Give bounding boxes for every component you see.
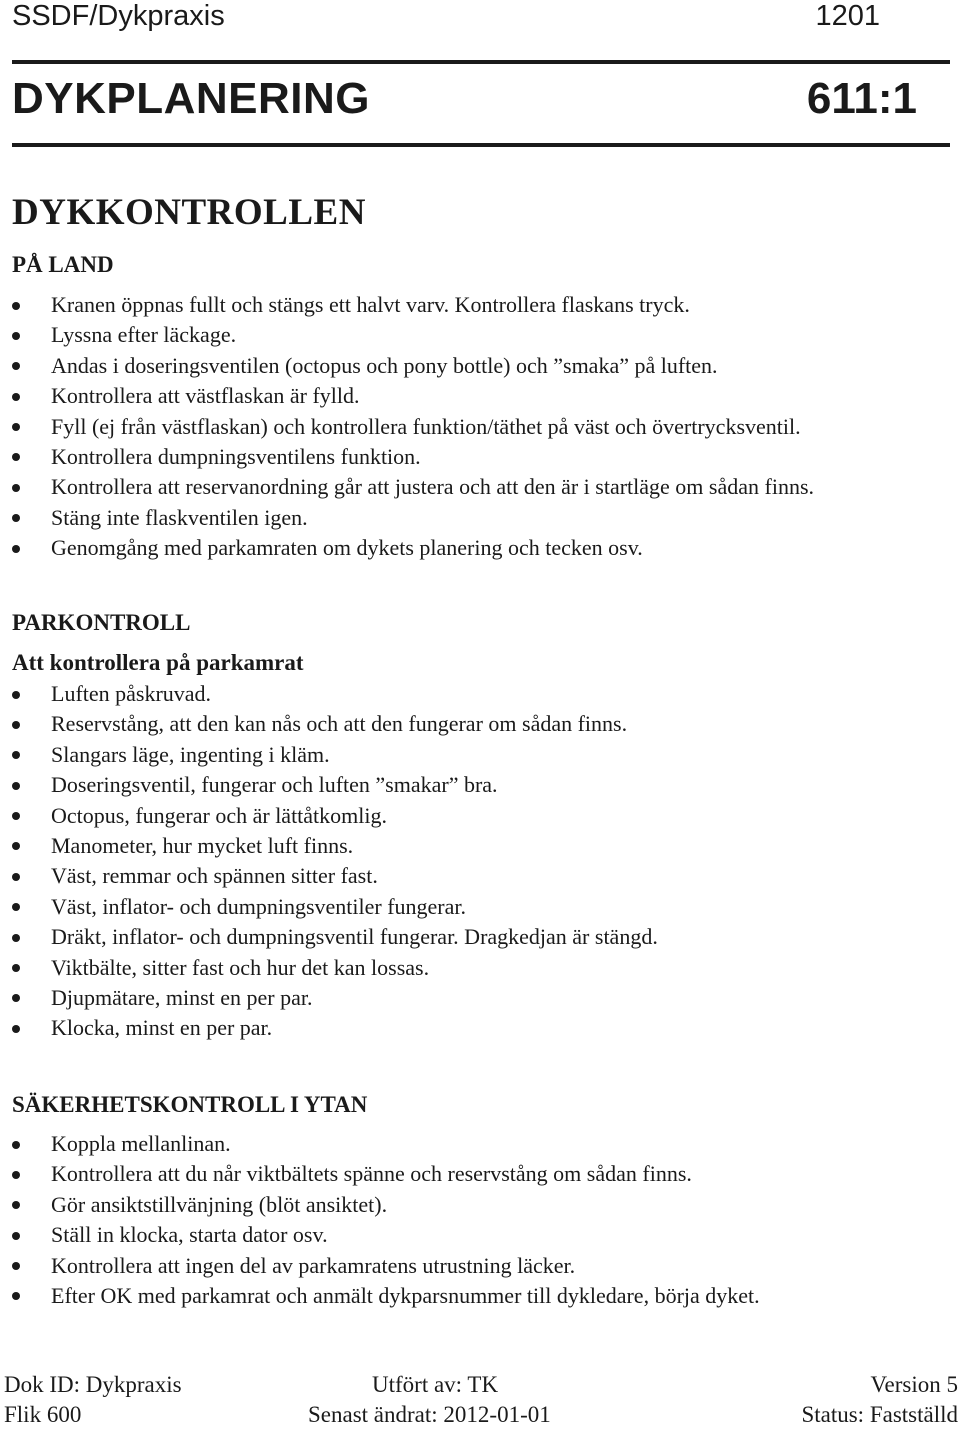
bullet-icon [12, 1262, 20, 1270]
list-item-text: Lyssna efter läckage. [51, 322, 237, 348]
list-item-text: Väst, remmar och spännen sitter fast. [51, 863, 378, 889]
list-item [12, 679, 658, 709]
bullet-icon [12, 1171, 20, 1179]
list-item [12, 1129, 760, 1159]
bullet-icon [12, 514, 20, 522]
list-item-text: Stäng inte flaskventilen igen. [51, 504, 308, 530]
list-item-text: Kontrollera att reservanordning går att justera och att den är i startläge om sådan finns. [51, 474, 815, 500]
list-item-text: Luften påskruvad. [51, 681, 212, 706]
list-item-text: Octopus, fungerar och är lättåtkomlig. [51, 802, 388, 828]
list-item-text: Djupmätare, minst en per par. [51, 984, 313, 1010]
list-item [12, 740, 658, 770]
list-item-text: Reservstång, att den kan nås och att den fungerar om sådan finns. [51, 711, 628, 737]
list-item-text: Gör ansiktstillvänjning (blöt ansiktet). [51, 1191, 388, 1217]
bullet-icon [12, 751, 20, 759]
list-item [12, 1281, 760, 1311]
bullet-icon [12, 1232, 20, 1240]
list-item [12, 801, 658, 831]
list-item [12, 892, 658, 922]
list-item [12, 861, 658, 891]
land-checklist [12, 290, 814, 564]
list-item [12, 770, 658, 800]
version-label: Version 5 [870, 1372, 958, 1397]
list-item-text: Ställ in klocka, starta dator osv. [51, 1222, 328, 1248]
bullet-icon [12, 994, 20, 1002]
list-item-text: Andas i doseringsventilen (octopus och pony bottle) och ”smaka” på luften. [51, 352, 718, 378]
bullet-icon [12, 903, 20, 911]
list-item-text: Doseringsventil, fungerar och luften ”smakar” bra. [51, 772, 498, 798]
bullet-icon [12, 302, 20, 310]
list-item [12, 1251, 760, 1281]
bullet-icon [12, 721, 20, 729]
list-item [12, 290, 814, 320]
page-header [12, 0, 880, 34]
bullet-icon [12, 484, 20, 492]
partner-checklist [12, 679, 658, 1044]
surface-check-heading: SÄKERHETSKONTROLL I YTAN [12, 1092, 368, 1117]
list-item [12, 831, 658, 861]
bullet-icon [12, 1292, 20, 1300]
list-item-text: Kontrollera att ingen del av parkamratens utrustning läcker. [51, 1252, 576, 1278]
bullet-icon [12, 842, 20, 850]
tab-label: Flik 600 [4, 1402, 82, 1427]
bullet-icon [12, 362, 20, 370]
list-item [12, 503, 814, 533]
list-item-text: Efter OK med parkamrat och anmält dykparsnummer till dykledare, börja dyket. [51, 1282, 760, 1308]
list-item [12, 442, 814, 472]
organization-label: SSDF/Dykpraxis [12, 0, 225, 32]
list-item [12, 953, 658, 983]
land-heading: PÅ LAND [12, 252, 114, 277]
list-item [12, 922, 658, 952]
doc-id-label: Dok ID: Dykpraxis [4, 1372, 182, 1397]
list-item [12, 381, 814, 411]
list-item [12, 983, 658, 1013]
title-bar [12, 70, 917, 130]
list-item [12, 1013, 658, 1043]
bullet-icon [12, 423, 20, 431]
header-top-rule [12, 60, 950, 64]
list-item-text: Kontrollera att västflaskan är fylld. [51, 383, 360, 409]
partner-check-heading: PARKONTROLL [12, 610, 191, 635]
bullet-icon [12, 964, 20, 972]
list-item-text: Kranen öppnas fullt och stängs ett halvt varv. Kontrollera flaskans tryck. [51, 292, 690, 317]
bullet-icon [12, 1025, 20, 1033]
bullet-icon [12, 545, 20, 553]
list-item-text: Koppla mellanlinan. [51, 1131, 231, 1156]
page-number: 1201 [815, 0, 880, 32]
list-item-text: Klocka, minst en per par. [51, 1015, 273, 1041]
partner-check-subheading: Att kontrollera på parkamrat [12, 650, 304, 675]
bullet-icon [12, 332, 20, 340]
page-footer [4, 1372, 958, 1428]
list-item-text: Fyll (ej från västflaskan) och kontrollera funktion/täthet på väst och övertrycksventil. [51, 413, 801, 439]
list-item-text: Kontrollera dumpningsventilens funktion. [51, 443, 421, 469]
bullet-icon [12, 934, 20, 942]
main-heading: DYKKONTROLLEN [12, 192, 366, 233]
bullet-icon [12, 691, 20, 699]
section-code: 611:1 [806, 74, 917, 123]
bullet-icon [12, 453, 20, 461]
list-item [12, 1190, 760, 1220]
last-changed-label: Senast ändrat: 2012-01-01 [308, 1402, 551, 1427]
list-item [12, 412, 814, 442]
list-item [12, 709, 658, 739]
list-item [12, 533, 814, 563]
list-item-text: Dräkt, inflator- och dumpningsventil fungerar. Dragkedjan är stängd. [51, 924, 658, 950]
bullet-icon [12, 1201, 20, 1209]
list-item [12, 1220, 760, 1250]
list-item [12, 472, 814, 502]
list-item-text: Manometer, hur mycket luft finns. [51, 832, 354, 858]
list-item [12, 1159, 760, 1189]
list-item-text: Kontrollera att du når viktbältets spänne och reservstång om sådan finns. [51, 1161, 692, 1187]
bullet-icon [12, 812, 20, 820]
list-item [12, 351, 814, 381]
status-label: Status: Fastställd [801, 1402, 958, 1427]
list-item-text: Genomgång med parkamraten om dykets planering och tecken osv. [51, 535, 643, 561]
bullet-icon [12, 393, 20, 401]
list-item-text: Slangars läge, ingenting i kläm. [51, 741, 330, 767]
document-title: DYKPLANERING [12, 74, 371, 123]
bullet-icon [12, 1141, 20, 1149]
list-item-text: Viktbälte, sitter fast och hur det kan lossas. [51, 954, 430, 980]
performed-by-label: Utfört av: TK [372, 1372, 499, 1397]
surface-checklist [12, 1129, 760, 1311]
list-item [12, 320, 814, 350]
header-bottom-rule [12, 143, 950, 147]
list-item-text: Väst, inflator- och dumpningsventiler fungerar. [51, 893, 467, 919]
bullet-icon [12, 873, 20, 881]
bullet-icon [12, 782, 20, 790]
